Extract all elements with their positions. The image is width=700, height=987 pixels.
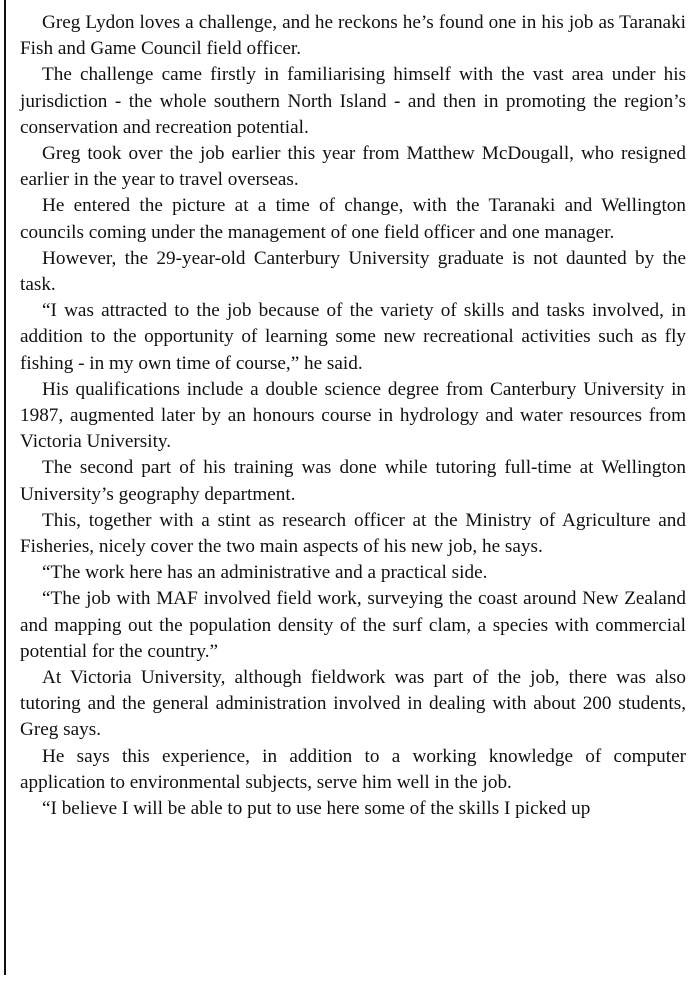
article-paragraph: “I was attracted to the job because of the variety of skills and tasks involved, in addition to the opportunity of learning some new recreational activities such as fly fishing - in my own time of course,” he said. [20,300,686,374]
column-rule [4,0,6,975]
article-paragraph: “I believe I will be able to put to use here some of the skills I picked up [42,798,591,820]
article-paragraph: This, together with a stint as research officer at the Ministry of Agriculture and Fisheries, nicely cover the two main aspects of his new job, he says. [20,509,686,558]
article-paragraph: He entered the picture at a time of change, with the Taranaki and Wellington councils coming under the management of one field officer and one manager. [20,195,686,243]
article-paragraph: Greg Lydon loves a challenge, and he reckons he’s found one in his job as Taranaki Fish and Game Council field officer. [20,12,686,60]
article-paragraph: “The work here has an administrative and a practical side. [42,562,488,584]
article-paragraph: “The job with MAF involved field work, surveying the coast around New Zealand and mapping out the population density of the surf clam, a species with commercial potential for the country.” [20,588,686,662]
article-paragraph: Greg took over the job earlier this year from Matthew McDougall, who resigned earlier in the year to travel overseas. [20,143,686,191]
article-paragraph: His qualifications include a double science degree from Canterbury University in 1987, augmented later by an honours course in hydrology and water resources from Victoria University. [20,378,686,453]
article-paragraph: However, the 29-year-old Canterbury University graduate is not daunted by the task. [20,247,686,296]
article-body [20,10,686,822]
article-paragraph: The second part of his training was done while tutoring full-time at Wellington University’s geography department. [20,457,686,505]
article-paragraph: He says this experience, in addition to a working knowledge of computer application to environmental subjects, serve him well in the job. [20,745,686,793]
article-paragraph: The challenge came firstly in familiarising himself with the vast area under his jurisdiction - the whole southern North Island - and then in promoting the region’s conservation and recreation potential. [20,64,686,138]
article-paragraph: At Victoria University, although fieldwork was part of the job, there was also tutoring and the general administration involved in dealing with about 200 students, Greg says. [20,667,686,741]
